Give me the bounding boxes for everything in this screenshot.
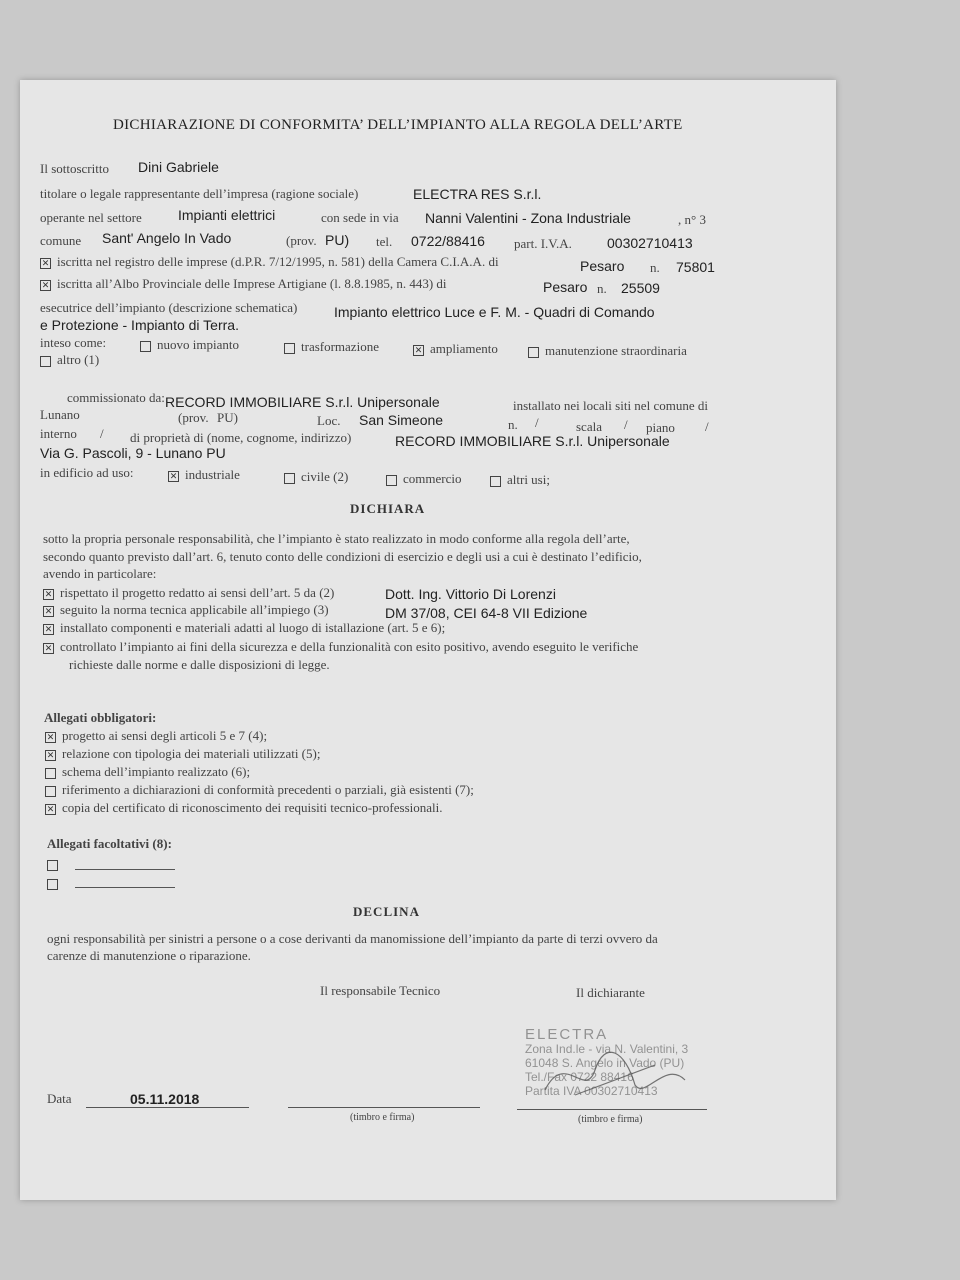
proprietario-value: RECORD IMMOBILIARE S.r.l. Unipersonale bbox=[395, 433, 670, 449]
comune-value: Sant' Angelo In Vado bbox=[102, 230, 232, 246]
stamp-line-5: Partita IVA 00302710413 bbox=[525, 1084, 658, 1098]
locale-prov-label: (prov. bbox=[178, 410, 209, 425]
prov-label: (prov. bbox=[286, 233, 317, 248]
altro-checkbox[interactable] bbox=[40, 356, 51, 367]
prov-value: PU) bbox=[325, 232, 350, 248]
facoltativo-2 bbox=[47, 875, 64, 893]
albo-text: iscritta all’Albo Provinciale delle Imprese Artigiane (l. 8.8.1985, n. 443) di bbox=[57, 276, 447, 291]
declina-heading: DECLINA bbox=[353, 904, 420, 919]
registro-line bbox=[40, 254, 499, 270]
allegato-2: ✕relazione con tipologia dei materiali utilizzati (5); bbox=[45, 746, 320, 762]
document-title: DICHIARAZIONE DI CONFORMITA’ DELL’IMPIANTO ALLA REGOLA DELL’ARTE bbox=[113, 117, 683, 133]
facoltativo-1-checkbox[interactable] bbox=[47, 860, 58, 871]
dichiara-paragraph-2: secondo quanto previsto dall’art. 6, tenuto conto delle condizioni di esercizio e degli usi a cui è destinato l’edificio, bbox=[43, 549, 642, 564]
dichiara-item-1: ✕rispettato il progetto redatto ai sensi dell’art. 5 da (2) bbox=[43, 585, 334, 601]
data-line bbox=[86, 1107, 249, 1108]
indirizzo-value: Via G. Pascoli, 9 - Lunano PU bbox=[40, 445, 226, 461]
dichiara-item-1-value: Dott. Ing. Vittorio Di Lorenzi bbox=[385, 586, 556, 602]
civico-label: , n° 3 bbox=[678, 212, 706, 227]
albo-citta: Pesaro bbox=[543, 279, 588, 295]
facoltativo-1 bbox=[47, 856, 64, 874]
allegato-4-checkbox[interactable] bbox=[45, 786, 56, 797]
controllato-checkbox[interactable] bbox=[43, 643, 54, 654]
document-sheet bbox=[20, 80, 836, 1200]
declina-paragraph-1: ogni responsabilità per sinistri a persone o a cose derivanti da manomissione dell’impianto da parte di terzi ovvero da bbox=[47, 931, 658, 946]
timbro-label-1: (timbro e firma) bbox=[350, 1112, 415, 1123]
stamp-line-2: Zona Ind.le - via N. Valentini, 3 bbox=[525, 1042, 689, 1056]
uso-commercio: commercio bbox=[386, 471, 461, 487]
iva-label: part. I.V.A. bbox=[514, 236, 572, 251]
scala-label: scala bbox=[576, 419, 602, 434]
sottoscritto-label: Il sottoscritto bbox=[40, 161, 109, 176]
uso-industriale: ✕ industriale bbox=[168, 467, 240, 483]
facoltativo-2-line[interactable] bbox=[75, 887, 175, 888]
scala-value: / bbox=[624, 417, 628, 432]
commercio-checkbox[interactable] bbox=[386, 475, 397, 486]
allegato-4: riferimento a dichiarazioni di conformità precedenti o parziali, già esistenti (7); bbox=[45, 782, 474, 798]
tel-value: 0722/88416 bbox=[411, 233, 485, 249]
tipo-trasformazione: trasformazione bbox=[284, 339, 379, 355]
responsabile-signature-line[interactable] bbox=[288, 1107, 480, 1108]
data-label: Data bbox=[47, 1091, 72, 1106]
allegato-5: ✕copia del certificato di riconoscimento dei requisiti tecnico-professionali. bbox=[45, 800, 442, 816]
allegato-1-checkbox[interactable] bbox=[45, 732, 56, 743]
progetto-checkbox[interactable] bbox=[43, 589, 54, 600]
uso-civile: civile (2) bbox=[284, 469, 348, 485]
responsabile-label: Il responsabile Tecnico bbox=[320, 983, 441, 998]
dichiara-continuation: richieste dalle norme e dalle disposizioni di legge. bbox=[69, 657, 330, 672]
dichiara-item-2: ✕seguito la norma tecnica applicabile all’impiego (3) bbox=[43, 602, 329, 618]
dichiarante-label: Il dichiarante bbox=[576, 985, 645, 1000]
dichiara-heading: DICHIARA bbox=[350, 501, 426, 516]
sede-label: con sede in via bbox=[321, 210, 399, 225]
locale-comune: Lunano bbox=[40, 407, 80, 422]
dichiara-item-2-value: DM 37/08, CEI 64-8 VII Edizione bbox=[385, 605, 588, 621]
sottoscritto-value: Dini Gabriele bbox=[138, 159, 219, 175]
dichiara-item-4: ✕controllato l’impianto ai fini della sicurezza e della funzionalità con esito positivo, avendo eseguito le verifiche bbox=[43, 639, 638, 655]
tipo-ampliamento: ✕ ampliamento bbox=[413, 341, 498, 357]
dichiara-item-3: ✕installato componenti e materiali adatti al luogo di istallazione (art. 5 e 6); bbox=[43, 620, 445, 636]
registro-n-label: n. bbox=[650, 260, 660, 275]
stamp-line-1: ELECTRA bbox=[525, 1026, 609, 1043]
tel-label: tel. bbox=[376, 234, 393, 249]
industriale-checkbox[interactable] bbox=[168, 471, 179, 482]
norma-checkbox[interactable] bbox=[43, 606, 54, 617]
albo-n-label: n. bbox=[597, 281, 607, 296]
iva-value: 00302710413 bbox=[607, 235, 693, 251]
facoltativo-2-checkbox[interactable] bbox=[47, 879, 58, 890]
stamp-line-4: Tel./Fax 0722 88416 bbox=[525, 1070, 634, 1084]
n-value: / bbox=[535, 415, 539, 430]
locale-prov: PU) bbox=[217, 410, 238, 425]
loc-value: San Simeone bbox=[359, 412, 444, 428]
albo-line bbox=[40, 276, 447, 292]
signature-scribble bbox=[535, 1040, 715, 1110]
ampliamento-checkbox[interactable] bbox=[413, 345, 424, 356]
commissionato-value: RECORD IMMOBILIARE S.r.l. Unipersonale bbox=[165, 394, 440, 410]
altri-usi-checkbox[interactable] bbox=[490, 476, 501, 487]
piano-label: piano bbox=[646, 420, 675, 435]
data-value[interactable]: 05.11.2018 bbox=[130, 1091, 200, 1107]
componenti-checkbox[interactable] bbox=[43, 624, 54, 635]
albo-n-value: 25509 bbox=[621, 280, 660, 296]
interno-label: interno bbox=[40, 426, 77, 441]
declina-paragraph-2: carenze di manutenzione o riparazione. bbox=[47, 948, 251, 963]
registro-citta: Pesaro bbox=[580, 258, 625, 274]
settore-label: operante nel settore bbox=[40, 210, 142, 225]
tipo-altro: altro (1) bbox=[40, 352, 99, 368]
allegato-1: ✕progetto ai sensi degli articoli 5 e 7 (4); bbox=[45, 728, 267, 744]
facoltativo-1-line[interactable] bbox=[75, 869, 175, 870]
allegato-2-checkbox[interactable] bbox=[45, 750, 56, 761]
impresa-value: ELECTRA RES S.r.l. bbox=[413, 186, 542, 202]
registro-checkbox[interactable] bbox=[40, 258, 51, 269]
trasformazione-checkbox[interactable] bbox=[284, 343, 295, 354]
nuovo-checkbox[interactable] bbox=[140, 341, 151, 352]
settore-value: Impianti elettrici bbox=[178, 207, 276, 223]
allegato-5-checkbox[interactable] bbox=[45, 804, 56, 815]
tipo-nuovo: nuovo impianto bbox=[140, 337, 239, 353]
descrizione-line-2: e Protezione - Impianto di Terra. bbox=[40, 317, 239, 333]
uso-label: in edificio ad uso: bbox=[40, 465, 134, 480]
inteso-label: inteso come: bbox=[40, 335, 107, 350]
registro-text: iscritta nel registro delle imprese (d.P.R. 7/12/1995, n. 581) della Camera C.I.A.A. di bbox=[57, 254, 499, 269]
installato-label: installato nei locali siti nel comune di bbox=[513, 398, 708, 413]
facoltativi-heading: Allegati facoltativi (8): bbox=[47, 836, 172, 851]
dichiarante-signature-line[interactable] bbox=[517, 1109, 707, 1110]
registro-n-value: 75801 bbox=[676, 259, 715, 275]
loc-label: Loc. bbox=[317, 413, 341, 428]
interno-value: / bbox=[100, 426, 104, 441]
allegato-3-checkbox[interactable] bbox=[45, 768, 56, 779]
timbro-label-2: (timbro e firma) bbox=[578, 1114, 643, 1125]
dichiara-paragraph-1: sotto la propria personale responsabilità, che l’impianto è stato realizzato in modo conforme alla regola dell’arte, bbox=[43, 531, 630, 546]
civile-checkbox[interactable] bbox=[284, 473, 295, 484]
esecutrice-label: esecutrice dell’impianto (descrizione schematica) bbox=[40, 300, 298, 315]
via-value: Nanni Valentini - Zona Industriale bbox=[425, 210, 631, 226]
stamp-line-3: 61048 S. Angelo in Vado (PU) bbox=[525, 1056, 685, 1070]
tipo-manutenzione: manutenzione straordinaria bbox=[528, 343, 687, 359]
allegati-heading: Allegati obbligatori: bbox=[44, 710, 157, 725]
commissionato-label: commissionato da: bbox=[67, 390, 165, 405]
descrizione-line-1: Impianto elettrico Luce e F. M. - Quadri di Comando bbox=[334, 304, 655, 320]
allegato-3: schema dell’impianto realizzato (6); bbox=[45, 764, 250, 780]
manutenzione-checkbox[interactable] bbox=[528, 347, 539, 358]
n-label: n. bbox=[508, 417, 518, 432]
titolare-label: titolare o legale rappresentante dell’impresa (ragione sociale) bbox=[40, 186, 359, 201]
comune-label: comune bbox=[40, 233, 82, 248]
proprieta-label: di proprietà di (nome, cognome, indirizzo) bbox=[130, 430, 352, 445]
albo-checkbox[interactable] bbox=[40, 280, 51, 291]
dichiara-paragraph-3: avendo in particolare: bbox=[43, 566, 157, 581]
piano-value: / bbox=[705, 419, 709, 434]
uso-altri: altri usi; bbox=[490, 472, 550, 488]
